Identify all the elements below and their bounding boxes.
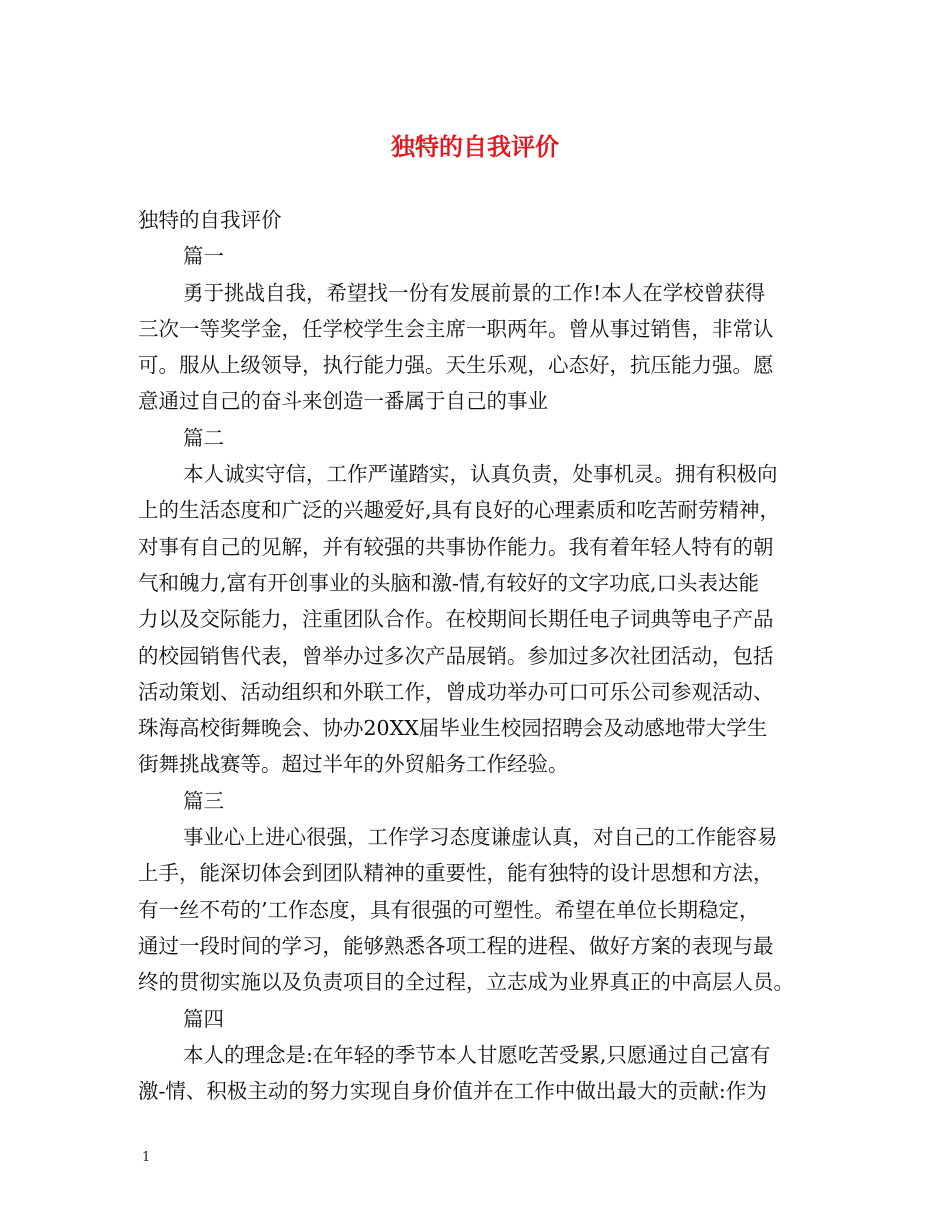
text-line: 对事有自己的见解，并有较强的共事协作能力。我有着年轻人特有的朝 bbox=[138, 534, 774, 559]
text-line: 三次一等奖学金，任学校学生会主席一职两年。曾从事过销售，非常认 bbox=[138, 316, 774, 341]
text-line: 气和魄力,富有开创事业的头脑和激-情,有较好的文字功底,口头表达能 bbox=[138, 570, 759, 595]
text-line: 珠海高校街舞晚会、协办20XX届毕业生校园招聘会及动感地带大学生 bbox=[138, 716, 768, 741]
text-line: 本人的理念是:在年轻的季节本人甘愿吃苦受累,只愿通过自己富有 bbox=[183, 1042, 771, 1067]
text-line: 可。服从上级领导，执行能力强。天生乐观，心态好，抗压能力强。愿 bbox=[138, 353, 774, 378]
text-line: 终的贯彻实施以及负责项目的全过程，立志成为业界真正的中高层人员。 bbox=[138, 970, 794, 995]
text-line: 独特的自我评价 bbox=[138, 208, 282, 232]
text-line: 街舞挑战赛等。超过半年的外贸船务工作经验。 bbox=[138, 752, 569, 777]
text-line: 勇于挑战自我，希望找一份有发展前景的工作!本人在学校曾获得 bbox=[183, 280, 766, 305]
document-title: 独特的自我评价 bbox=[391, 132, 559, 161]
text-line: 本人诚实守信，工作严谨踏实，认真负责，处事机灵。拥有积极向 bbox=[183, 462, 778, 487]
text-line: 上手，能深切体会到团队精神的重要性，能有独特的设计思想和方法， bbox=[138, 861, 774, 886]
text-line: 事业心上进心很强，工作学习态度谦虚认真，对自己的工作能容易 bbox=[183, 825, 778, 850]
text-line: 活动策划、活动组织和外联工作，曾成功举办可口可乐公司参观活动、 bbox=[138, 679, 774, 704]
text-line: 意通过自己的奋斗来创造一番属于自己的事业 bbox=[138, 389, 548, 414]
text-line: 有一丝不苟的’工作态度，具有很强的可塑性。希望在单位长期稳定， bbox=[138, 897, 760, 922]
text-line: 激-情、积极主动的努力实现自身价值并在工作中做出最大的贡献:作为 bbox=[138, 1079, 767, 1104]
text-line: 篇四 bbox=[183, 1006, 224, 1031]
page-number: 1 bbox=[142, 1150, 151, 1165]
text-line: 篇三 bbox=[183, 788, 224, 813]
text-line: 的校园销售代表，曾举办过多次产品展销。参加过多次社团活动，包括 bbox=[138, 643, 774, 668]
text-line: 通过一段时间的学习，能够熟悉各项工程的进程、做好方案的表现与最 bbox=[138, 933, 774, 958]
text-line: 篇一 bbox=[183, 244, 224, 269]
text-line: 力以及交际能力，注重团队合作。在校期间长期任电子词典等电子产品 bbox=[138, 607, 774, 632]
document-body bbox=[138, 202, 830, 1109]
text-line: 篇二 bbox=[183, 425, 224, 450]
text-line: 上的生活态度和广泛的兴趣爱好,具有良好的心理素质和吃苦耐劳精神， bbox=[138, 498, 781, 523]
